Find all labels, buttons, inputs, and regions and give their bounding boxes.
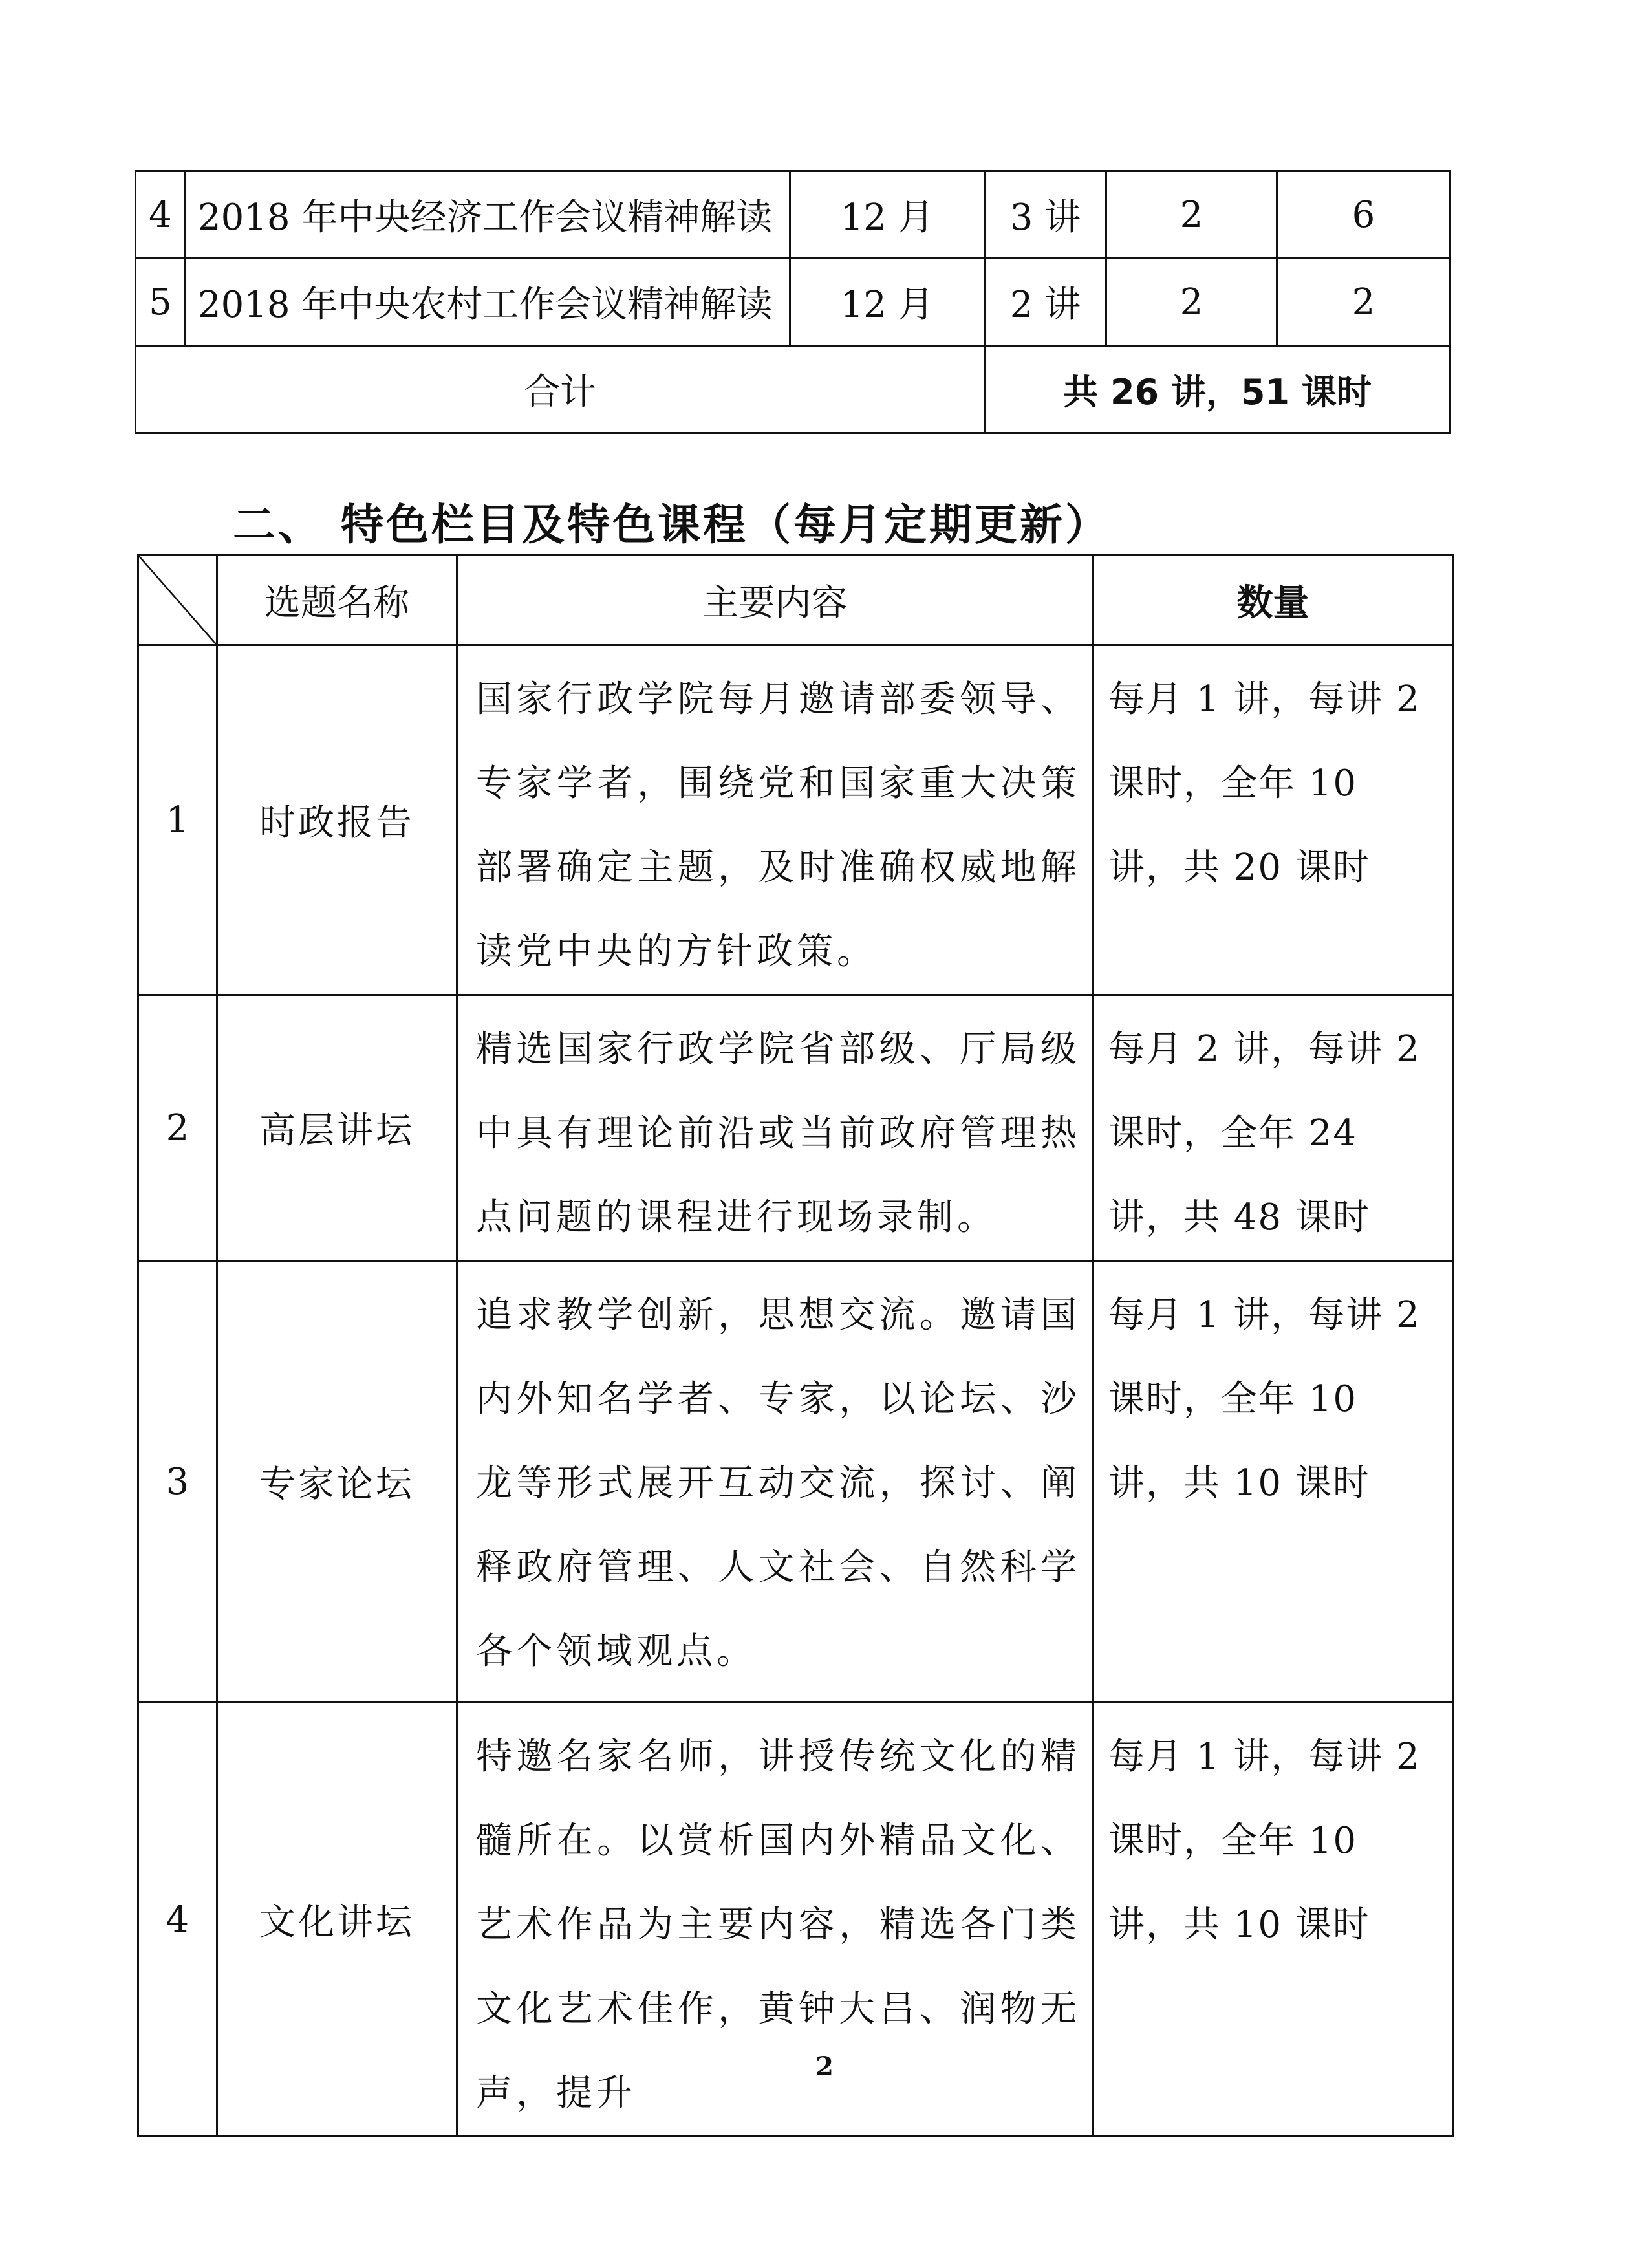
total-value: 共 26 讲，51 课时	[985, 346, 1450, 433]
table-row	[138, 995, 1453, 1261]
course-topic: 2018 年中央农村工作会议精神解读	[186, 259, 790, 346]
total-row	[136, 346, 1450, 433]
course-hours-total: 6	[1277, 171, 1450, 259]
row-number: 4	[136, 171, 186, 259]
diagonal-header-cell	[138, 556, 217, 645]
row-number: 3	[138, 1261, 217, 1703]
program-quantity: 每月 2 讲，每讲 2 课时，全年 24 讲，共 48 课时	[1094, 995, 1453, 1261]
table-row	[136, 171, 1450, 259]
course-schedule-table	[135, 170, 1451, 434]
program-quantity: 每月 1 讲，每讲 2 课时，全年 10 讲，共 10 课时	[1094, 1703, 1453, 2137]
table-row	[138, 1261, 1453, 1703]
program-name: 时政报告	[217, 645, 457, 995]
row-number: 2	[138, 995, 217, 1261]
page-number: 2	[815, 2051, 834, 2082]
row-number: 1	[138, 645, 217, 995]
course-hours-each: 2	[1106, 259, 1277, 346]
program-name: 专家论坛	[217, 1261, 457, 1703]
row-number: 4	[138, 1703, 217, 2137]
table-row	[136, 259, 1450, 346]
table-row	[138, 645, 1453, 995]
course-hours-each: 2	[1106, 171, 1277, 259]
course-hours-total: 2	[1277, 259, 1450, 346]
course-lectures: 2 讲	[985, 259, 1106, 346]
total-label: 合计	[136, 346, 985, 433]
course-lectures: 3 讲	[985, 171, 1106, 259]
program-name: 高层讲坛	[217, 995, 457, 1261]
header-name: 选题名称	[217, 556, 457, 645]
program-content: 特邀名家名师，讲授传统文化的精髓所在。以赏析国内外精品文化、艺术作品为主要内容，精选各门类文化艺术佳作，黄钟大吕、润物无声，提升	[457, 1703, 1094, 2137]
section-heading: 二、 特色栏目及特色课程（每月定期更新）	[233, 500, 1110, 550]
course-month: 12 月	[790, 259, 985, 346]
row-number: 5	[136, 259, 186, 346]
program-quantity: 每月 1 讲，每讲 2 课时，全年 10 讲，共 20 课时	[1094, 645, 1453, 995]
course-topic: 2018 年中央经济工作会议精神解读	[186, 171, 790, 259]
program-content: 国家行政学院每月邀请部委领导、专家学者，围绕党和国家重大决策部署确定主题，及时准确权威地解读党中央的方针政策。	[457, 645, 1094, 995]
diagonal-line	[139, 556, 216, 644]
header-content: 主要内容	[457, 556, 1094, 645]
program-content: 精选国家行政学院省部级、厅局级中具有理论前沿或当前政府管理热点问题的课程进行现场录制。	[457, 995, 1094, 1261]
course-month: 12 月	[790, 171, 985, 259]
featured-programs-table	[137, 554, 1454, 2137]
program-quantity: 每月 1 讲，每讲 2 课时，全年 10 讲，共 10 课时	[1094, 1261, 1453, 1703]
program-content: 追求教学创新，思想交流。邀请国内外知名学者、专家，以论坛、沙龙等形式展开互动交流，探讨、阐释政府管理、人文社会、自然科学各个领域观点。	[457, 1261, 1094, 1703]
header-quantity: 数量	[1094, 556, 1453, 645]
table-header-row	[138, 556, 1453, 645]
program-name: 文化讲坛	[217, 1703, 457, 2137]
